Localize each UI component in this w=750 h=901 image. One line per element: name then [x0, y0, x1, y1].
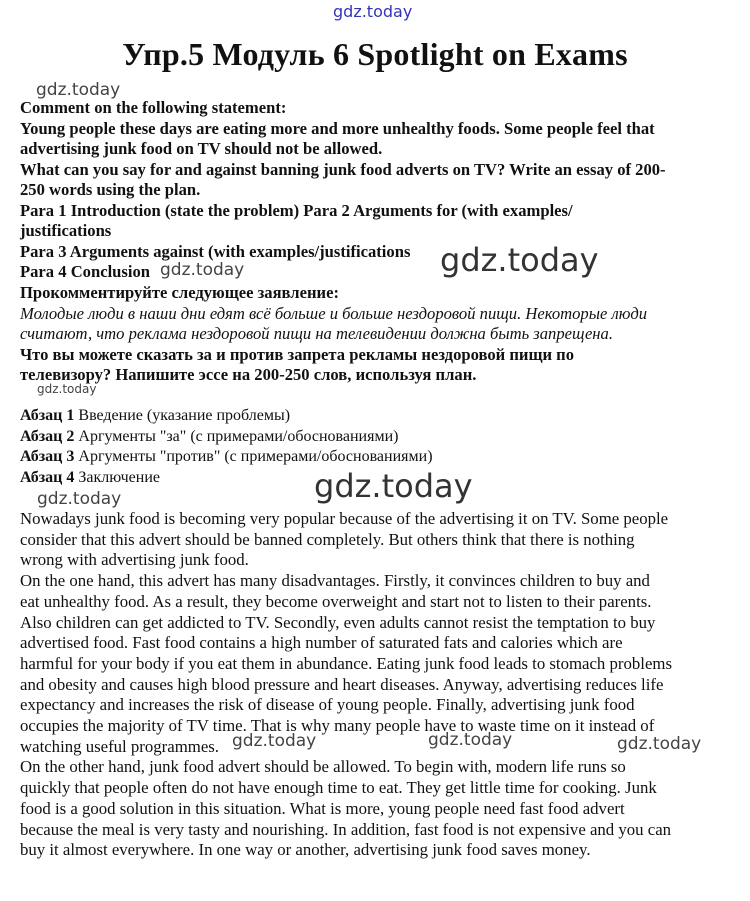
- task-line: Para 4 Conclusion: [20, 262, 150, 281]
- essay-line: occupies the majority of TV time. That is why many people have to waste time on it instead of: [20, 716, 655, 736]
- plan-item: [20, 406, 742, 427]
- russian-statement-line: Молодые люди в наши дни едят всё больше и больше нездоровой пищи. Некоторые люди: [20, 303, 648, 323]
- task-line: What can you say for and against banning junk food adverts on TV? Write an essay of 200-: [20, 159, 666, 179]
- essay-line: expectancy and increases the risk of disease of young people. Finally, advertising junk food: [20, 695, 635, 715]
- watermark: gdz.today: [617, 734, 702, 754]
- essay-line: because the meal is very tasty and nourishing. In addition, fast food is not expensive and you can: [20, 819, 672, 839]
- task-line: 250 words using the plan.: [20, 180, 201, 199]
- watermark-large: gdz.today: [440, 241, 599, 279]
- task-line: advertising junk food on TV should not be allowed.: [20, 139, 383, 158]
- english-task: [20, 98, 742, 283]
- plan-text: Аргументы "против" (с примерами/обоснованиями): [74, 448, 433, 465]
- russian-question-line: телевизору? Напишите эссе на 200-250 слов, используя план.: [20, 365, 477, 384]
- plan-text: Аргументы "за" (с примерами/обоснованиями): [74, 427, 399, 445]
- watermark: gdz.today: [37, 489, 122, 509]
- task-line: Comment on the following statement:: [20, 98, 287, 117]
- watermark-small: gdz.today: [37, 382, 97, 396]
- watermark-large: gdz.today: [314, 467, 473, 505]
- task-line: justifications: [20, 221, 112, 240]
- plan-text: Заключение: [74, 468, 160, 486]
- page-title: Упр.5 Модуль 6 Spotlight on Exams: [122, 36, 628, 72]
- plan-item: [20, 468, 742, 489]
- russian-task-heading: Прокомментируйте следующее заявление:: [20, 283, 339, 302]
- essay-line: consider that this advert should be banned completely. But others think that there is nothing: [20, 529, 635, 549]
- essay-plan: [20, 406, 742, 488]
- essay-line: watching useful programmes.: [20, 736, 219, 756]
- watermark-top: gdz.today: [333, 2, 413, 21]
- essay-body: [20, 509, 742, 861]
- watermark: gdz.today: [36, 80, 121, 100]
- plan-label: Абзац 1: [20, 407, 75, 424]
- essay-line: Also children can get addicted to TV. Secondly, even adults cannot resist the temptation to buy: [20, 612, 656, 632]
- russian-question-line: Что вы можете сказать за и против запрета рекламы нездоровой пищи по: [20, 344, 575, 364]
- essay-line: quickly that people often do not have enough time to eat. They get little time for cooking. Junk: [20, 778, 657, 798]
- watermark: gdz.today: [232, 731, 317, 751]
- essay-line: food is a good solution in this situation. What is more, young people need fast food advert: [20, 798, 625, 818]
- plan-text: Введение (указание проблемы): [74, 407, 291, 424]
- essay-line: eat unhealthy food. As a result, they become overweight and start not to listen to their parents.: [20, 591, 652, 611]
- task-line: Para 3 Arguments against (with examples/justifications: [20, 241, 411, 261]
- essay-line: Nowadays junk food is becoming very popular because of the advertising it on TV. Some people: [20, 509, 669, 528]
- task-line: Young people these days are eating more and more unhealthy foods. Some people feel that: [20, 118, 655, 138]
- plan-label: Абзац 2: [20, 427, 75, 445]
- essay-line: On the other hand, junk food advert should be allowed. To begin with, modern life runs so: [20, 757, 626, 777]
- essay-line: harmful for your body if you eat them in abundance. Eating junk food leads to stomach problems: [20, 653, 672, 673]
- essay-line: buy it almost everywhere. In one way or another, advertising junk food saves money.: [20, 840, 591, 860]
- essay-line: advertised food. Fast food contains a high number of saturated fats and calories which are: [20, 633, 623, 653]
- watermark: gdz.today: [428, 730, 513, 750]
- essay-line: On the one hand, this advert has many disadvantages. Firstly, it convinces children to buy and: [20, 571, 650, 591]
- russian-statement-line: считают, что реклама нездоровой пищи на телевидении должна быть запрещена.: [20, 324, 613, 343]
- essay-line: wrong with advertising junk food.: [20, 550, 249, 570]
- russian-task: [20, 283, 742, 386]
- watermark: gdz.today: [160, 260, 245, 280]
- plan-item: [20, 427, 742, 448]
- essay-line: and obesity and causes high blood pressure and heart diseases. Anyway, advertising reduces life: [20, 674, 664, 694]
- plan-label: Абзац 4: [20, 468, 75, 486]
- task-line: Para 1 Introduction (state the problem) Para 2 Arguments for (with examples/: [20, 200, 573, 220]
- plan-item: [20, 447, 742, 468]
- plan-label: Абзац 3: [20, 448, 75, 465]
